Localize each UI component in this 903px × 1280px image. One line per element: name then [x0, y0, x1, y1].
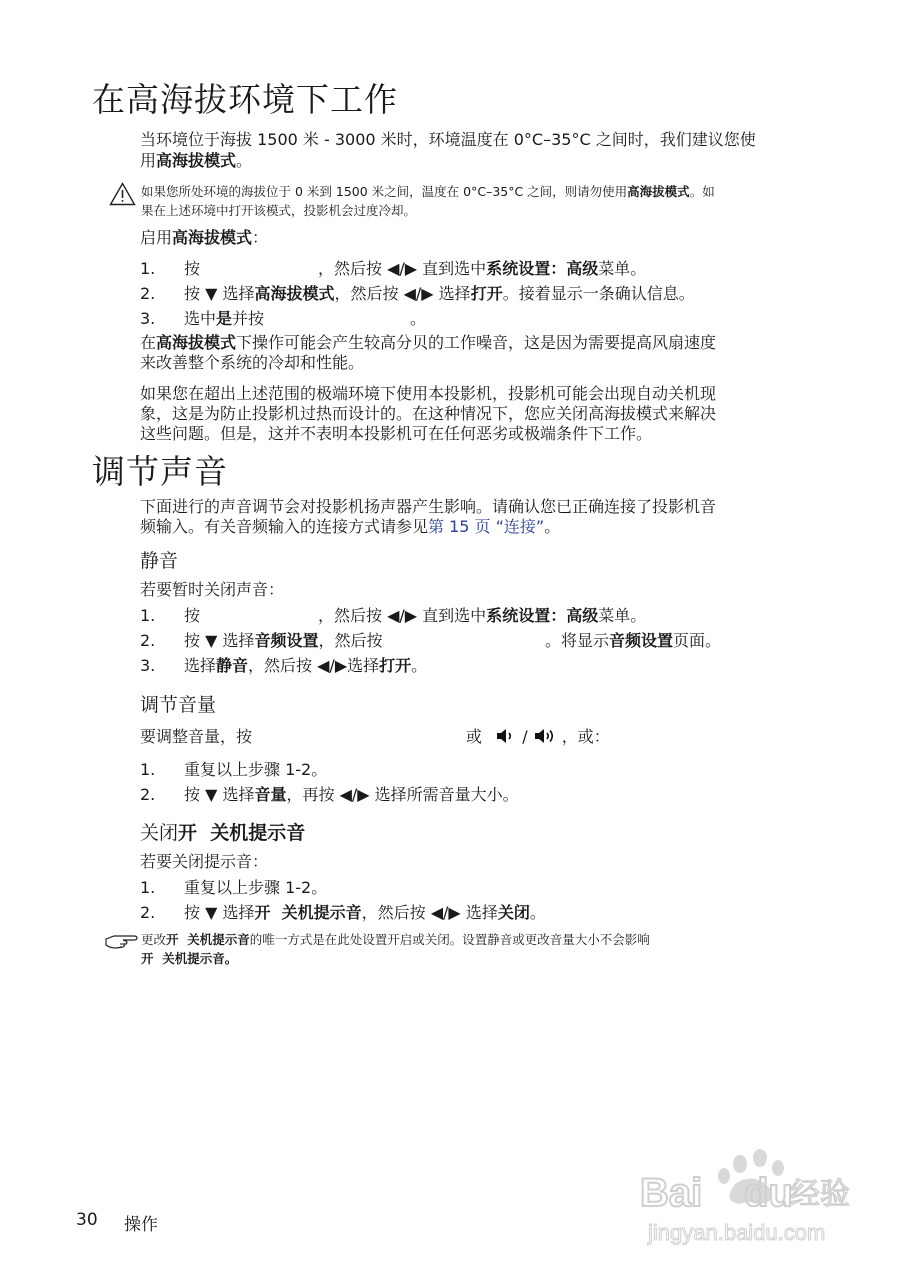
page-number: 30 [76, 1210, 98, 1230]
watermark-brand: Bai [640, 1171, 703, 1215]
step-1: 1. 按 ，然后按 ◀/▶ 直到选中系统设置：高级菜单。 [140, 259, 647, 278]
mute-step-3: 3. 选择静音，然后按 ◀/▶选择打开。 [140, 656, 428, 675]
volume-down-icon [495, 728, 517, 744]
warning-icon [109, 182, 136, 206]
volume-lead-keys: 或 / ，或： [466, 727, 610, 746]
pointing-hand-icon [104, 932, 138, 950]
extreme-line-3: 这些问题。但是，这并不表明本投影机可在任何恶劣或极端条件下工作。 [140, 424, 653, 443]
mute-step-2: 2. 按 ▼ 选择音频设置，然后按 。将显示音频设置页面。 [140, 631, 722, 650]
volume-step-2: 2. 按 ▼ 选择音量，再按 ◀/▶ 选择所需音量大小。 [140, 785, 519, 804]
beep-step-2: 2. 按 ▼ 选择开 关机提示音，然后按 ◀/▶ 选择关闭。 [140, 903, 546, 922]
note-line-2: 开 关机提示音。 [141, 951, 238, 966]
footer-section: 操作 [124, 1215, 158, 1235]
noise-line-2: 来改善整个系统的冷却和性能。 [140, 353, 365, 372]
beep-step-1: 1. 重复以上步骤 1-2。 [140, 878, 328, 897]
warning-line-1: 如果您所处环境的海拔位于 0 米到 1500 米之间，温度在 0°C–35°C 之间，则请勿使用高海拔模式。如 [141, 184, 715, 199]
mute-step-1: 1. 按 ，然后按 ◀/▶ 直到选中系统设置：高级菜单。 [140, 606, 647, 625]
beep-lead: 若要关闭提示音： [140, 852, 269, 871]
section-title-sound: 调节声音 [92, 452, 228, 491]
volume-lead-text: 要调整音量，按 [140, 727, 253, 746]
sound-intro-line-2: 频输入。有关音频输入的连接方式请参见第 15 页 “连接”。 [140, 517, 561, 536]
mute-heading: 静音 [140, 550, 179, 572]
noise-line-1: 在高海拔模式下操作可能会产生较高分贝的工作噪音，这是因为需要提高风扇速度 [140, 333, 717, 352]
note-line-1: 更改开 关机提示音的唯一方式是在此处设置开启或关闭。设置静音或更改音量大小不会影响 [141, 932, 650, 947]
watermark-brand-2: du [744, 1171, 793, 1215]
watermark-url: jingyan.baidu.com [648, 1220, 826, 1245]
baidu-watermark [640, 1142, 860, 1252]
watermark-label: 经验 [790, 1177, 850, 1212]
intro-line-2: 用高海拔模式。 [140, 151, 253, 170]
section-title-high-altitude: 在高海拔环境下工作 [92, 80, 398, 119]
extreme-line-2: 象，这是为防止投影机过热而设计的。在这种情况下，您应关闭高海拔模式来解决 [140, 404, 717, 423]
beep-heading: 关闭开 关机提示音 [140, 822, 306, 844]
extreme-line-1: 如果您在超出上述范围的极端环境下使用本投影机，投影机可能会出现自动关机现 [140, 384, 717, 403]
volume-heading: 调节音量 [140, 694, 217, 716]
intro-line-1: 当环境位于海拔 1500 米 - 3000 米时，环境温度在 0°C–35°C 之间时，我们建议您使 [140, 130, 756, 149]
connection-page-link[interactable]: 第 15 页 “连接” [428, 517, 545, 536]
mute-lead: 若要暂时关闭声音： [140, 580, 285, 599]
sound-intro-line-1: 下面进行的声音调节会对投影机扬声器产生影响。请确认您已正确连接了投影机音 [140, 497, 717, 516]
volume-step-1: 1. 重复以上步骤 1-2。 [140, 760, 328, 779]
warning-line-2: 果在上述环境中打开该模式，投影机会过度冷却。 [141, 203, 417, 218]
enable-lead: 启用高海拔模式： [140, 228, 269, 247]
volume-up-icon [533, 728, 557, 744]
step-3: 3. 选中是并按 。 [140, 309, 427, 328]
step-2: 2. 按 ▼ 选择高海拔模式，然后按 ◀/▶ 选择打开。接着显示一条确认信息。 [140, 284, 695, 303]
